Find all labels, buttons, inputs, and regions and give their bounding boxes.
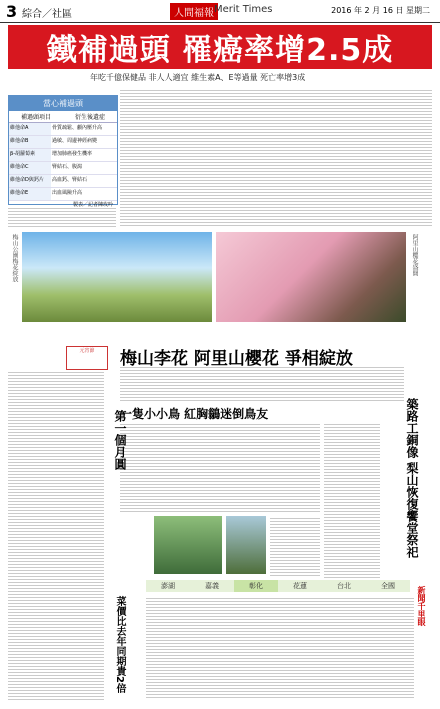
article-text-block: [146, 596, 414, 700]
region-tab: 嘉義: [205, 582, 219, 590]
news-column-title: 新聞千里眼: [417, 586, 426, 626]
moon-headline: 第一個月圓: [113, 410, 127, 470]
sidebar-table-header: [9, 111, 117, 123]
lantern-icon: 元宵節: [66, 346, 108, 370]
plum-blossom-photo: [22, 232, 212, 322]
article-text-block: [8, 206, 116, 228]
vegetable-price-headline: 菜價比去年同期貴2倍: [114, 596, 125, 693]
region-strip: [146, 580, 410, 592]
cherry-blossom-photo: [216, 232, 406, 322]
photo-caption: 阿里山櫻花盛開: [411, 234, 418, 276]
page-number: 3: [6, 2, 18, 21]
article-text-block: [270, 516, 320, 576]
robin-bird-photo: [226, 516, 266, 574]
article-text-block: [120, 88, 432, 226]
table-row: β-胡蘿蔔素 增加肺癌發生機率: [9, 149, 117, 162]
sidebar-title: 當心補過頭: [9, 96, 117, 111]
col-header: 補過頭項目: [20, 114, 51, 121]
article-text-block: [120, 365, 404, 401]
region-tab: 彰化: [234, 580, 278, 592]
table-row: 維他命D與鈣片 高血鈣、腎結石: [9, 175, 117, 188]
issue-date: 2016 年 2 月 16 日 星期二: [331, 6, 430, 15]
region-tab: 花蓮: [293, 582, 307, 590]
table-row: 維他命A 骨質疏鬆、顱內壓升高: [9, 123, 117, 136]
section-name: 綜合／社區: [22, 9, 72, 20]
statue-headline: 築路工銅像 梨山恢復饗堂祭祀: [405, 398, 419, 559]
newspaper-logo: 人間福報: [170, 3, 218, 20]
region-tab: 澎湖: [161, 582, 175, 590]
article-text-block: [8, 370, 104, 700]
table-source: 製表／記者陳玫吟: [72, 202, 113, 208]
sidebar-table-box: [8, 95, 118, 208]
sub-headline: 年吃千億保健品 非人人適宜 維生素A、E等過量 死亡率增3成: [90, 73, 306, 82]
photo-caption: 梅山公園梅花綻放: [11, 234, 18, 282]
main-headline: 鐵補過頭 罹癌率增2.5成: [8, 25, 432, 69]
region-tab: 台北: [337, 582, 351, 590]
region-tab: 全國: [381, 582, 395, 590]
bird-headline: 一隻小小鳥 紅胸鶲迷倒鳥友: [120, 407, 269, 421]
flower-headline: 梅山李花 阿里山櫻花 爭相綻放: [120, 349, 353, 369]
article-text-block: [324, 422, 380, 578]
merit-times: Merit Times: [214, 4, 273, 15]
col-header: 衍生後遺症: [74, 114, 105, 121]
birdwatchers-photo: [154, 516, 222, 574]
table-row: 維他命C 腎結石、腹瀉: [9, 162, 117, 175]
page-header: [0, 0, 440, 23]
table-row: 維他命E 出血風險升高: [9, 188, 117, 201]
table-row: 維他命B 過敏、周邊神經病變: [9, 136, 117, 149]
article-text-block: [120, 422, 320, 514]
